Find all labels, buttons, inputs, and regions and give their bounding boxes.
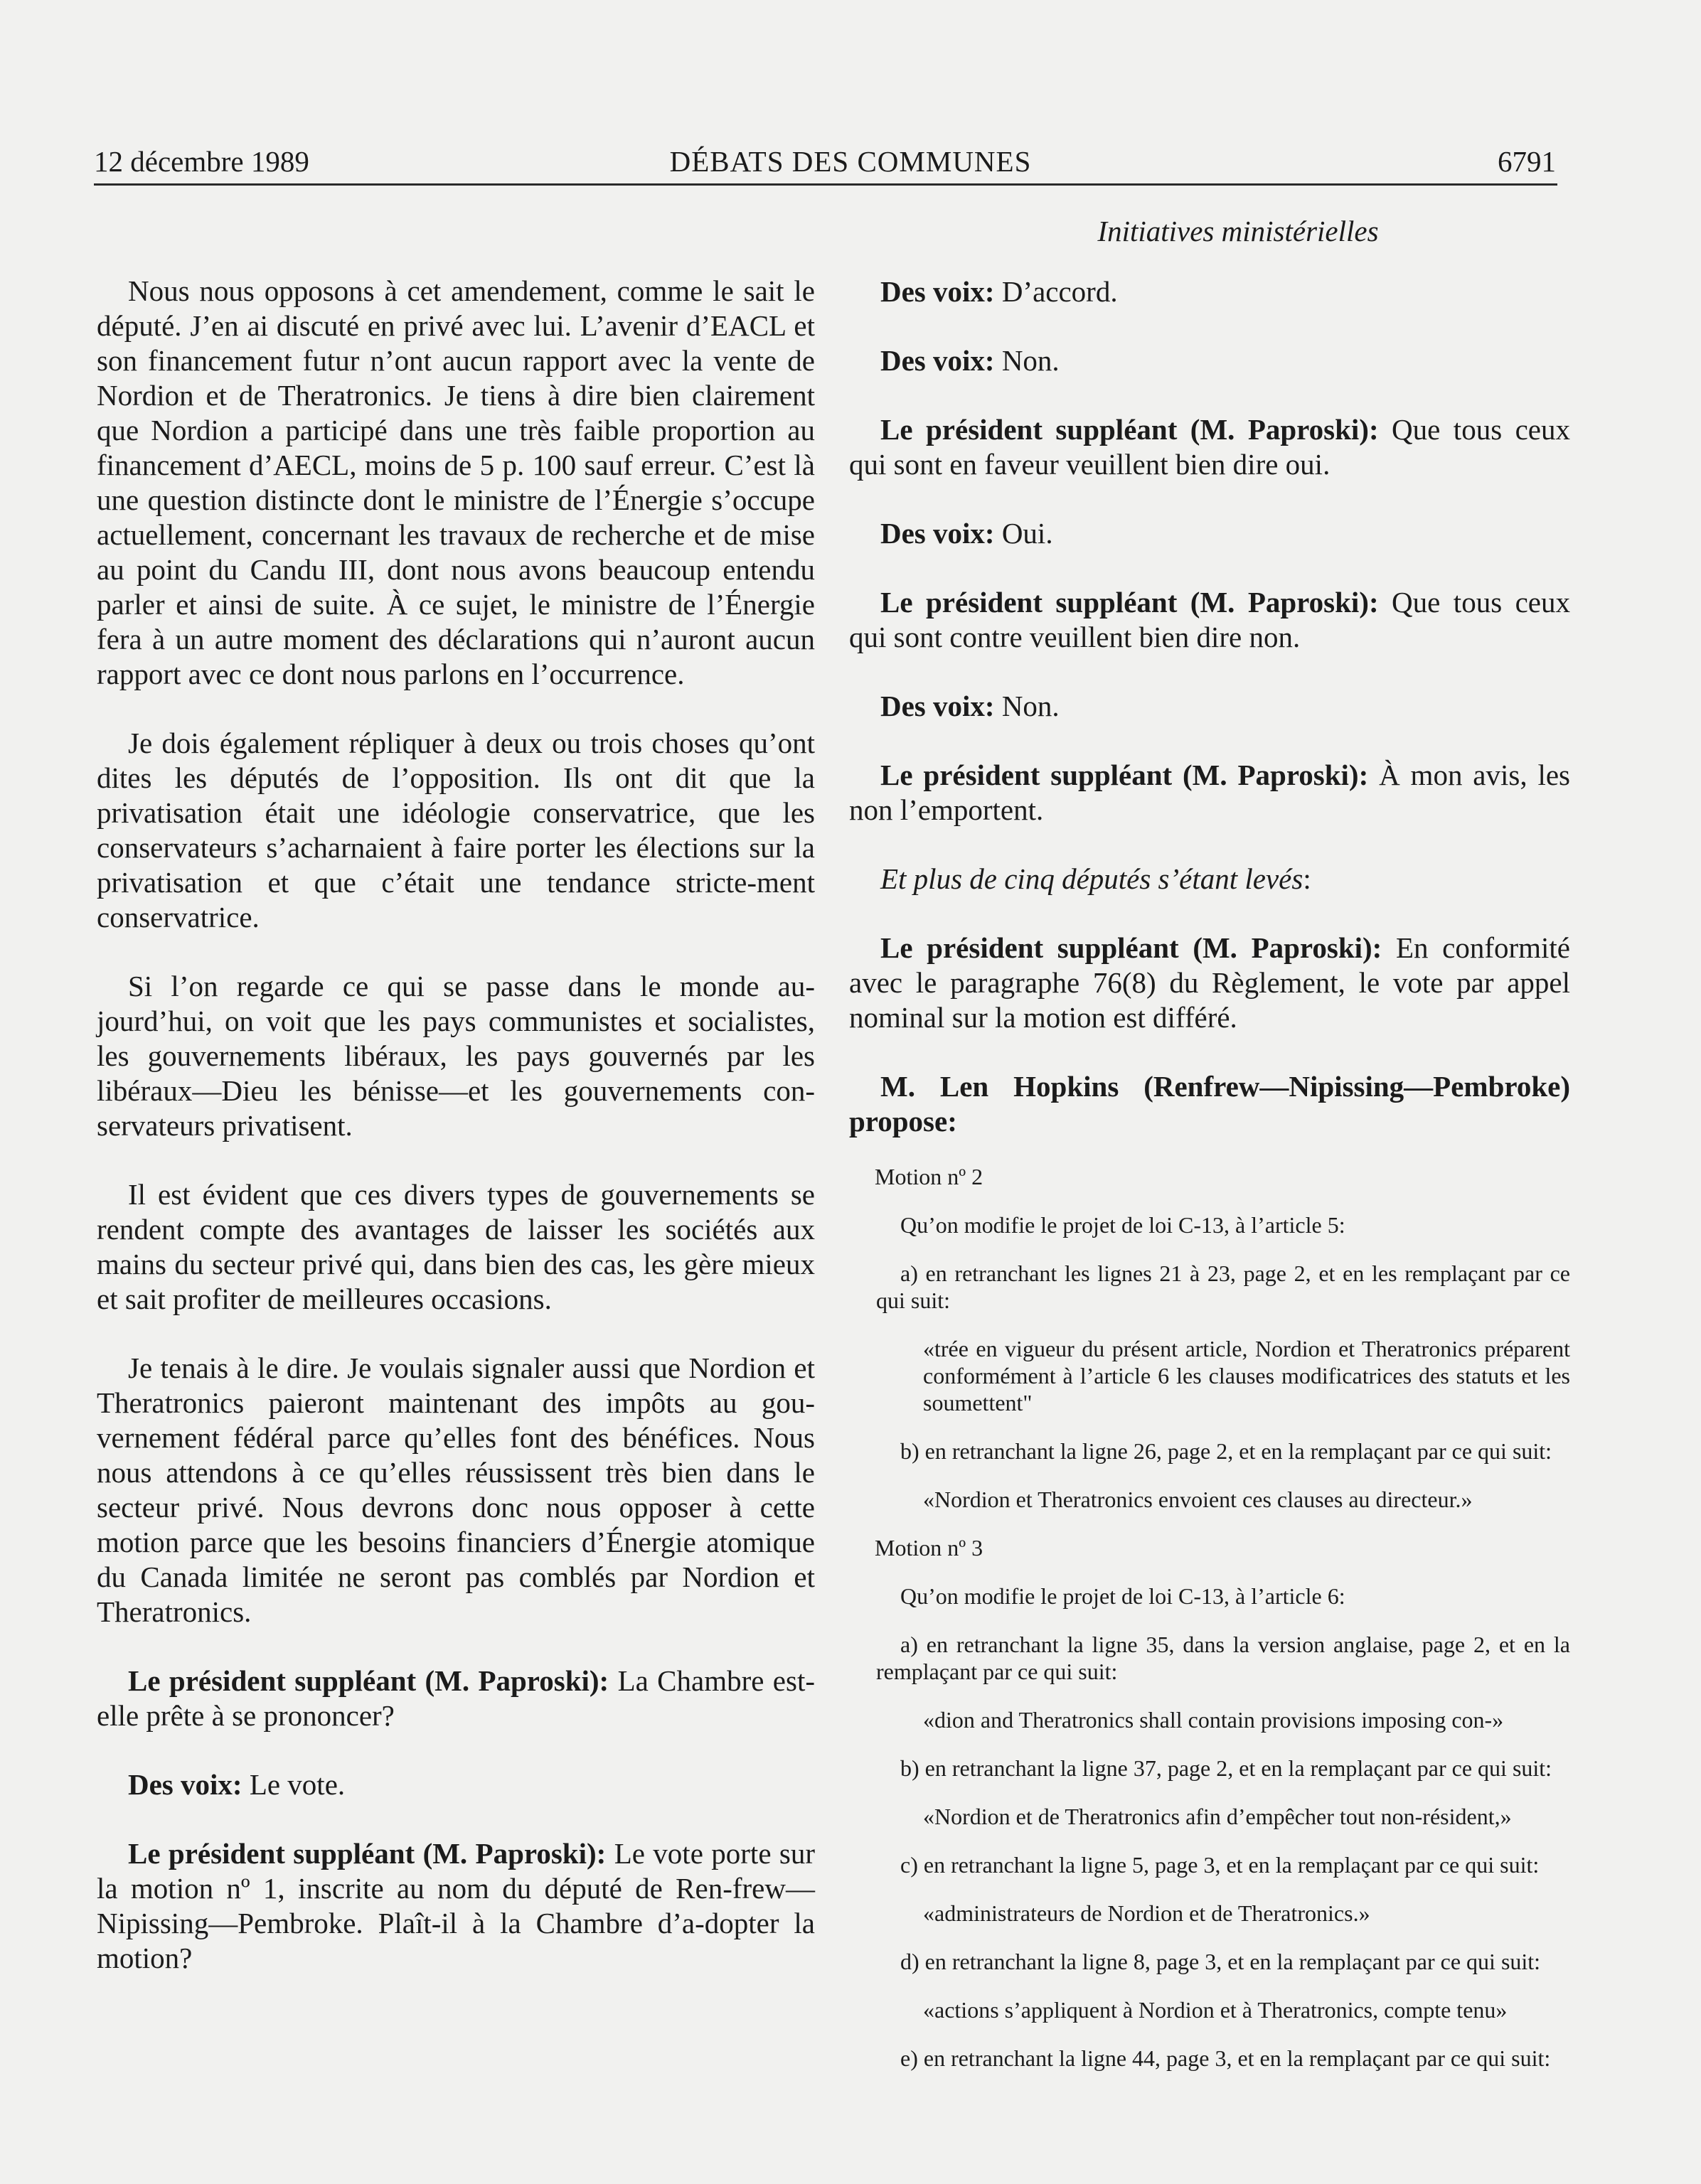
motion-item: d) en retranchant la ligne 8, page 3, et en la remplaçant par ce qui suit: xyxy=(900,1949,1541,1974)
motion-item: b) en retranchant la ligne 37, page 2, et en la remplaçant par ce qui suit: xyxy=(900,1755,1552,1781)
right-column xyxy=(849,213,1570,2093)
left-column xyxy=(97,274,815,2010)
speech xyxy=(97,1664,815,1733)
speaker-name: Des voix: xyxy=(880,275,995,308)
speech-text: Que tous ceux qui sont en faveur veuillent bien dire oui. xyxy=(849,413,1570,481)
motion-item: e) en retranchant la ligne 44, page 3, et en la remplaçant par ce qui suit: xyxy=(900,2045,1551,2071)
speaker-name: Des voix: xyxy=(880,690,995,722)
speech-text: Non. xyxy=(994,344,1060,377)
publication-title: DÉBATS DES COMMUNES xyxy=(669,145,1032,178)
paragraph: Je tenais à le dire. Je voulais signaler aussi que Nordion et Theratronics paieront maintenant des impôts au gou-vernement fédéral parce qu’elles font des bénéfices. Nous nous attendons à ce qu’elles réussissent très bien dans le secteur privé. Nous devrons donc nous opposer à cette motion parce que les besoins financiers d’Énergie atomique du Canada limitée ne seront pas comblés par Nordion et Theratronics. xyxy=(97,1351,815,1628)
speaker-name: Le président suppléant (M. Paproski): xyxy=(880,931,1382,964)
paragraph: Nous nous opposons à cet amendement, comme le sait le député. J’en ai discuté en privé avec lui. L’avenir d’EACL et son financement futur n’ont aucun rapport avec la vente de Nordion et de Theratronics. Je tiens à dire bien clairement que Nordion a participé dans une très faible proportion au financement d’AECL, moins de 5 p. 100 sauf erreur. C’est là une question distincte dont le ministre de l’Énergie s’occupe actuellement, concernant les travaux de recherche et de mise au point du Candu III, dont nous avons beaucoup entendu parler et ainsi de suite. À ce sujet, le ministre de l’Énergie fera à un autre moment des déclarations qui n’auront aucun rapport avec ce dont nous parlons en l’occurrence. xyxy=(97,274,815,690)
speech xyxy=(97,1836,815,1976)
motion-label: Motion nº 3 xyxy=(875,1535,983,1561)
speech xyxy=(849,274,1570,309)
motion-quote: «administrateurs de Nordion et de Theratronics.» xyxy=(923,1900,1370,1926)
speech-text: Non. xyxy=(994,690,1060,722)
speech xyxy=(849,516,1570,551)
speaker-name: Le président suppléant (M. Paproski): xyxy=(128,1837,607,1870)
speaker-name: Le président suppléant (M. Paproski): xyxy=(880,759,1369,791)
motion-quote: «actions s’appliquent à Nordion et à Theratronics, compte tenu» xyxy=(923,1997,1508,2023)
speech-text: À mon avis, les non l’emportent. xyxy=(849,759,1570,826)
motion-item: b) en retranchant la ligne 26, page 2, et en la remplaçant par ce qui suit: xyxy=(900,1438,1552,1464)
page-date: 12 décembre 1989 xyxy=(94,145,309,178)
motion-intro: Qu’on modifie le projet de loi C-13, à l’article 5: xyxy=(900,1212,1345,1238)
speaker-name: Des voix: xyxy=(128,1768,242,1801)
speaker-name: Des voix: xyxy=(880,517,995,550)
speech xyxy=(849,758,1570,828)
motion-label: Motion nº 2 xyxy=(875,1164,983,1189)
speaker-name: Le président suppléant (M. Paproski): xyxy=(128,1664,609,1697)
speaker-name: Des voix: xyxy=(880,344,995,377)
speech-text: La Chambre est-elle prête à se prononcer? xyxy=(97,1664,815,1732)
paragraph: Il est évident que ces divers types de gouvernements se rendent compte des avantages de laisser les sociétés aux mains du secteur privé qui, dans bien des cas, les gère mieux et sait profiter de meilleures occasions. xyxy=(97,1178,815,1315)
paragraph: Si l’on regarde ce qui se passe dans le monde au-jourd’hui, on voit que les pays communistes et socialistes, les gouvernements libéraux, les pays gouvernés par les libéraux—Dieu les bénisse—et les gouvernements con-servateurs privatisent. xyxy=(97,970,815,1142)
speech-text: Le vote porte sur la motion nº 1, inscrite au nom du député de Ren-frew—Nipissing—Pembroke. Plaît-il à la Chambre d’a-dopter la motion? xyxy=(97,1837,815,1974)
motion-item: c) en retranchant la ligne 5, page 3, et en la remplaçant par ce qui suit: xyxy=(900,1852,1540,1878)
speaker-name: M. Len Hopkins (Renfrew—Nipissing—Pembroke) propose: xyxy=(849,1070,1570,1138)
header-rule xyxy=(94,183,1557,186)
motion-quote: «trée en vigueur du présent article, Nordion et Theratronics préparent conformément à l’article 6 les clauses modificatrices des statuts et les soumettent" xyxy=(923,1336,1570,1415)
motion-intro: Qu’on modifie le projet de loi C-13, à l’article 6: xyxy=(900,1583,1345,1609)
stage-direction-text: Et plus de cinq députés s’étant levés xyxy=(880,862,1303,895)
speech xyxy=(849,931,1570,1035)
speech xyxy=(849,689,1570,724)
speech-text: Le vote. xyxy=(242,1768,346,1801)
speech-text: Que tous ceux qui sont contre veuillent bien dire non. xyxy=(849,586,1570,653)
speech xyxy=(849,343,1570,378)
speech-text: En conformité avec le paragraphe 76(8) du Règlement, le vote par appel nominal sur la motion est différé. xyxy=(849,931,1571,1034)
stage-direction-colon: : xyxy=(1303,862,1311,895)
motion-item: a) en retranchant la ligne 35, dans la version anglaise, page 2, et en la remplaçant par ce qui suit: xyxy=(876,1632,1570,1684)
speech xyxy=(849,412,1570,482)
speech xyxy=(849,585,1570,655)
motion-item: a) en retranchant les lignes 21 à 23, page 2, et en les remplaçant par ce qui suit: xyxy=(876,1260,1570,1313)
stage-direction xyxy=(849,862,1570,896)
motion-quote: «Nordion et Theratronics envoient ces clauses au directeur.» xyxy=(923,1487,1473,1512)
motion-quote: «Nordion et de Theratronics afin d’empêcher tout non-résident,» xyxy=(923,1804,1512,1829)
section-heading: Initiatives ministérielles xyxy=(1097,215,1379,247)
speech xyxy=(97,1767,815,1802)
speech-text: Oui. xyxy=(994,517,1053,550)
speech xyxy=(849,1069,1570,1139)
speaker-name: Le président suppléant (M. Paproski): xyxy=(880,586,1379,619)
page-number: 6791 xyxy=(1498,145,1556,178)
paragraph: Je dois également répliquer à deux ou trois choses qu’ont dites les députés de l’opposition. Ils ont dit que la privatisation était une idéologie conservatrice, que les conservateurs s’acharnaient à faire porter les élections sur la privatisation et que c’était une tendance stricte-ment conservatrice. xyxy=(97,727,815,933)
motion-quote: «dion and Theratronics shall contain provisions imposing con-» xyxy=(923,1707,1504,1733)
speech-text: D’accord. xyxy=(994,275,1118,308)
speaker-name: Le président suppléant (M. Paproski): xyxy=(880,413,1379,446)
